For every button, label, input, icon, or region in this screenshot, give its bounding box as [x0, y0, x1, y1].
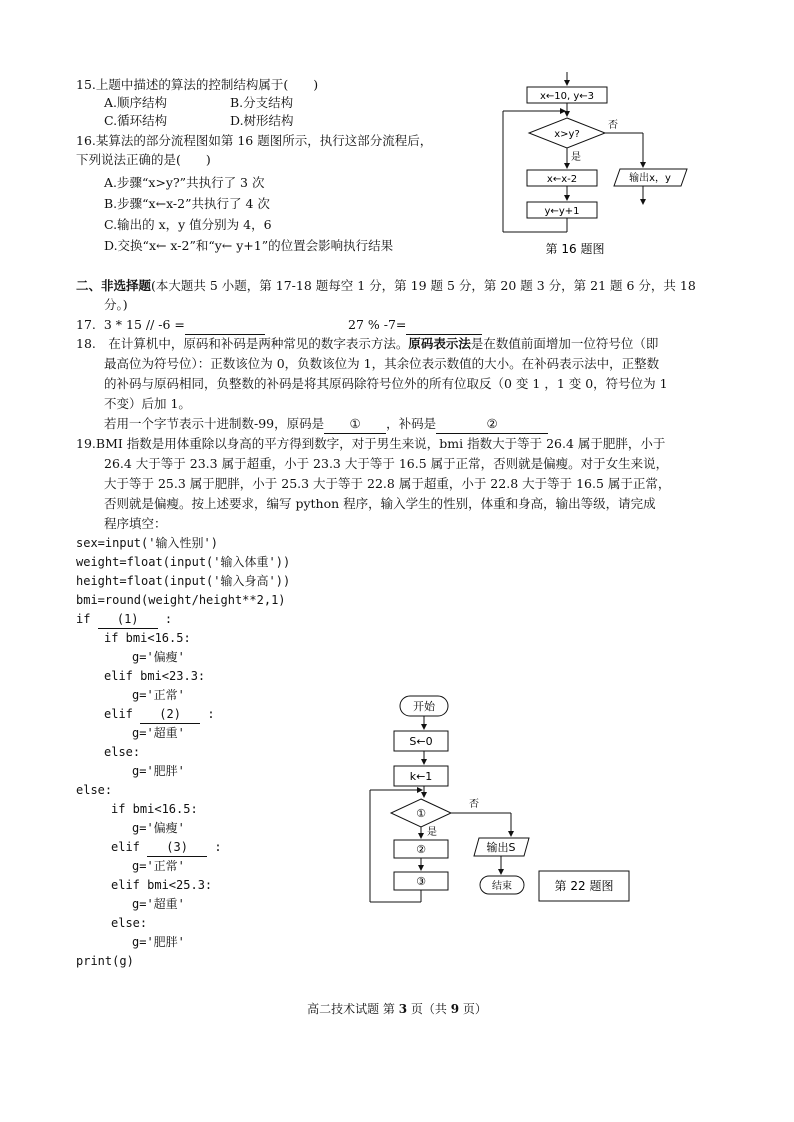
q16-stem-line1: 16.某算法的部分流程图如第 16 题图所示，执行这部分流程后，: [76, 133, 433, 148]
code-line-11: g='超重': [132, 726, 185, 740]
code-line-5: [76, 610, 172, 629]
code-elif-2: elif: [104, 707, 141, 721]
q15-stem: 15.上题中描述的算法的控制结构属于( ): [76, 77, 319, 92]
q17-expr2: 27 % -7=: [348, 317, 407, 332]
q18-line3: 的补码与原码相同，负整数的补码是将其原码除符号位外的所有位取反（0 变 1 ，1 变 0，符号位为 1: [104, 376, 668, 391]
code-line-9: g='正常': [132, 688, 185, 702]
q18-blank2[interactable]: ②: [436, 415, 548, 434]
code-line-4: bmi=round(weight/height**2,1): [76, 593, 286, 607]
code-line-20: g='超重': [132, 897, 185, 911]
footer-text-c: 页）: [459, 1002, 487, 1016]
code-elif-3: elif: [111, 840, 148, 854]
code-line-13: g='肥胖': [132, 764, 185, 778]
code-line-3: height=float(input('输入身高')): [76, 574, 291, 588]
code-line-21: else:: [111, 916, 148, 930]
code-blank-1[interactable]: (1): [98, 610, 158, 629]
q19-line2: 26.4 大于等于 23.3 属于超重，小于 23.3 大于等于 16.5 属于正常，否则就是偏瘦。对于女生来说，: [104, 456, 669, 471]
q18-line4: 不变）后加 1。: [104, 396, 191, 411]
footer-page-number: 3: [398, 1002, 408, 1016]
fig16-init-text: x←10, y←3: [539, 91, 595, 102]
code-line-14: else:: [76, 783, 113, 797]
fig16-no-label: 否: [608, 120, 618, 131]
section2-desc-line2: 分。): [104, 297, 128, 312]
code-blank-3[interactable]: (3): [147, 838, 207, 857]
code-line-16: g='偏瘦': [132, 821, 185, 835]
section2-heading: 二、非选择题: [76, 278, 152, 293]
q18-line1: [76, 335, 658, 353]
q18-line5: [104, 415, 548, 434]
code-line-7: g='偏瘦': [132, 650, 185, 664]
fig16-condition-text: x>y?: [554, 129, 580, 140]
code-elif-2-colon: :: [200, 707, 215, 721]
footer-text-a: 高二技术试题 第: [307, 1002, 399, 1016]
q18-line1-a: 18. 在计算机中，原码和补码是两种常见的数字表示方法。: [76, 336, 409, 351]
code-line-18: g='正常': [132, 859, 185, 873]
code-elif-3-colon: :: [207, 840, 222, 854]
section2-desc-line1: [76, 277, 696, 295]
q17-line2: [348, 316, 482, 335]
fig16-yes-label: 是: [571, 152, 581, 163]
figure-16-flowchart: [490, 70, 710, 270]
code-line-17: [111, 838, 222, 857]
code-line-2: weight=float(input('输入体重')): [76, 555, 291, 569]
fig22-s0-text: S←0: [409, 735, 433, 748]
fig16-step1-text: x←x-2: [546, 174, 578, 185]
q19-line4: 否则就是偏瘦。按上述要求，编写 python 程序，输入学生的性别，体重和身高，输出等级，请完成: [104, 496, 656, 511]
fig16-caption: 第 16 题图: [545, 242, 605, 256]
q17-line: [76, 316, 265, 335]
q16-option-c: C.输出的 x，y 值分别为 4，6: [104, 217, 272, 232]
figure-22-flowchart: [365, 690, 645, 915]
q18-blank1[interactable]: ①: [324, 415, 386, 434]
code-if: if: [76, 612, 98, 626]
fig16-step2-text: y←y+1: [544, 206, 580, 217]
fig22-no-label: 否: [469, 799, 479, 810]
code-line-12: else:: [104, 745, 141, 759]
code-line-10: [104, 705, 215, 724]
q17-expr1: 3 * 15 // -6 =: [103, 317, 185, 332]
fig22-start-text: 开始: [413, 700, 435, 713]
q19-line5: 程序填空：: [104, 516, 167, 531]
fig22-k1-text: k←1: [409, 770, 433, 783]
q18-line5-b: ，补码是: [386, 416, 437, 431]
q17-num: 17.: [76, 317, 96, 332]
fig22-output-text: 输出S: [486, 841, 516, 854]
code-line-15: if bmi<16.5:: [111, 802, 198, 816]
q18-line1-b: 是在数值前面增加一位符号位（即: [470, 336, 659, 351]
fig22-cond-text: ①: [416, 807, 426, 820]
q16-stem-line2: 下列说法正确的是( ): [76, 152, 211, 167]
q18-line2: 最高位为符号位）：正数该位为 0，负数该位为 1，其余位表示数值的大小。在补码表示法中，正整数: [104, 356, 660, 371]
code-line-22: g='肥胖': [132, 935, 185, 949]
q16-option-b: B.步骤“x←x-2”共执行了 4 次: [104, 196, 270, 211]
q18-bold-term: 原码表示法: [408, 336, 471, 351]
q19-line1: 19.BMI 指数是用体重除以身高的平方得到数字，对于男生来说，bmi 指数大于等于 26.4 属于肥胖，小于: [76, 436, 666, 451]
code-if-colon: :: [157, 612, 173, 626]
fig22-end-text: 结束: [492, 881, 512, 892]
fig22-caption: 第 22 题图: [554, 879, 614, 893]
fig16-output-text: 输出x，y: [629, 173, 671, 184]
code-line-23: print(g): [76, 954, 134, 968]
code-line-19: elif bmi<25.3:: [111, 878, 213, 892]
fig22-yes-label: 是: [427, 827, 437, 838]
q16-option-a: A.步骤“x>y?”共执行了 3 次: [104, 175, 265, 190]
q16-option-d: D.交换“x← x-2”和“y← y+1”的位置会影响执行结果: [104, 238, 394, 253]
q15-option-c: C.循环结构: [104, 113, 168, 128]
code-blank-2[interactable]: (2): [140, 705, 200, 724]
code-line-8: elif bmi<23.3:: [104, 669, 206, 683]
fig22-step2-text: ②: [416, 843, 426, 856]
fig22-step3-text: ③: [416, 875, 426, 888]
footer-text-b: 页（共: [407, 1002, 451, 1016]
q19-line3: 大于等于 25.3 属于肥胖，小于 25.3 大于等于 22.8 属于超重，小于 22.8 大于等于 16.5 属于正常，: [104, 476, 671, 491]
q15-option-b: B.分支结构: [230, 95, 294, 110]
footer-total-pages: 9: [450, 1002, 460, 1016]
section2-desc: (本大题共 5 小题，第 17-18 题每空 1 分，第 19 题 5 分，第 20 题 3 分，第 21 题 6 分，共 18: [151, 278, 696, 293]
q15-option-a: A.顺序结构: [104, 95, 168, 110]
q17-blank1[interactable]: [185, 316, 265, 335]
q17-blank2[interactable]: [406, 316, 482, 335]
q15-option-d: D.树形结构: [230, 113, 294, 128]
q18-line5-a: 若用一个字节表示十进制数-99，原码是: [104, 416, 325, 431]
page-footer: [0, 1000, 794, 1017]
code-line-6: if bmi<16.5:: [104, 631, 191, 645]
code-line-1: sex=input('输入性别'): [76, 536, 218, 550]
